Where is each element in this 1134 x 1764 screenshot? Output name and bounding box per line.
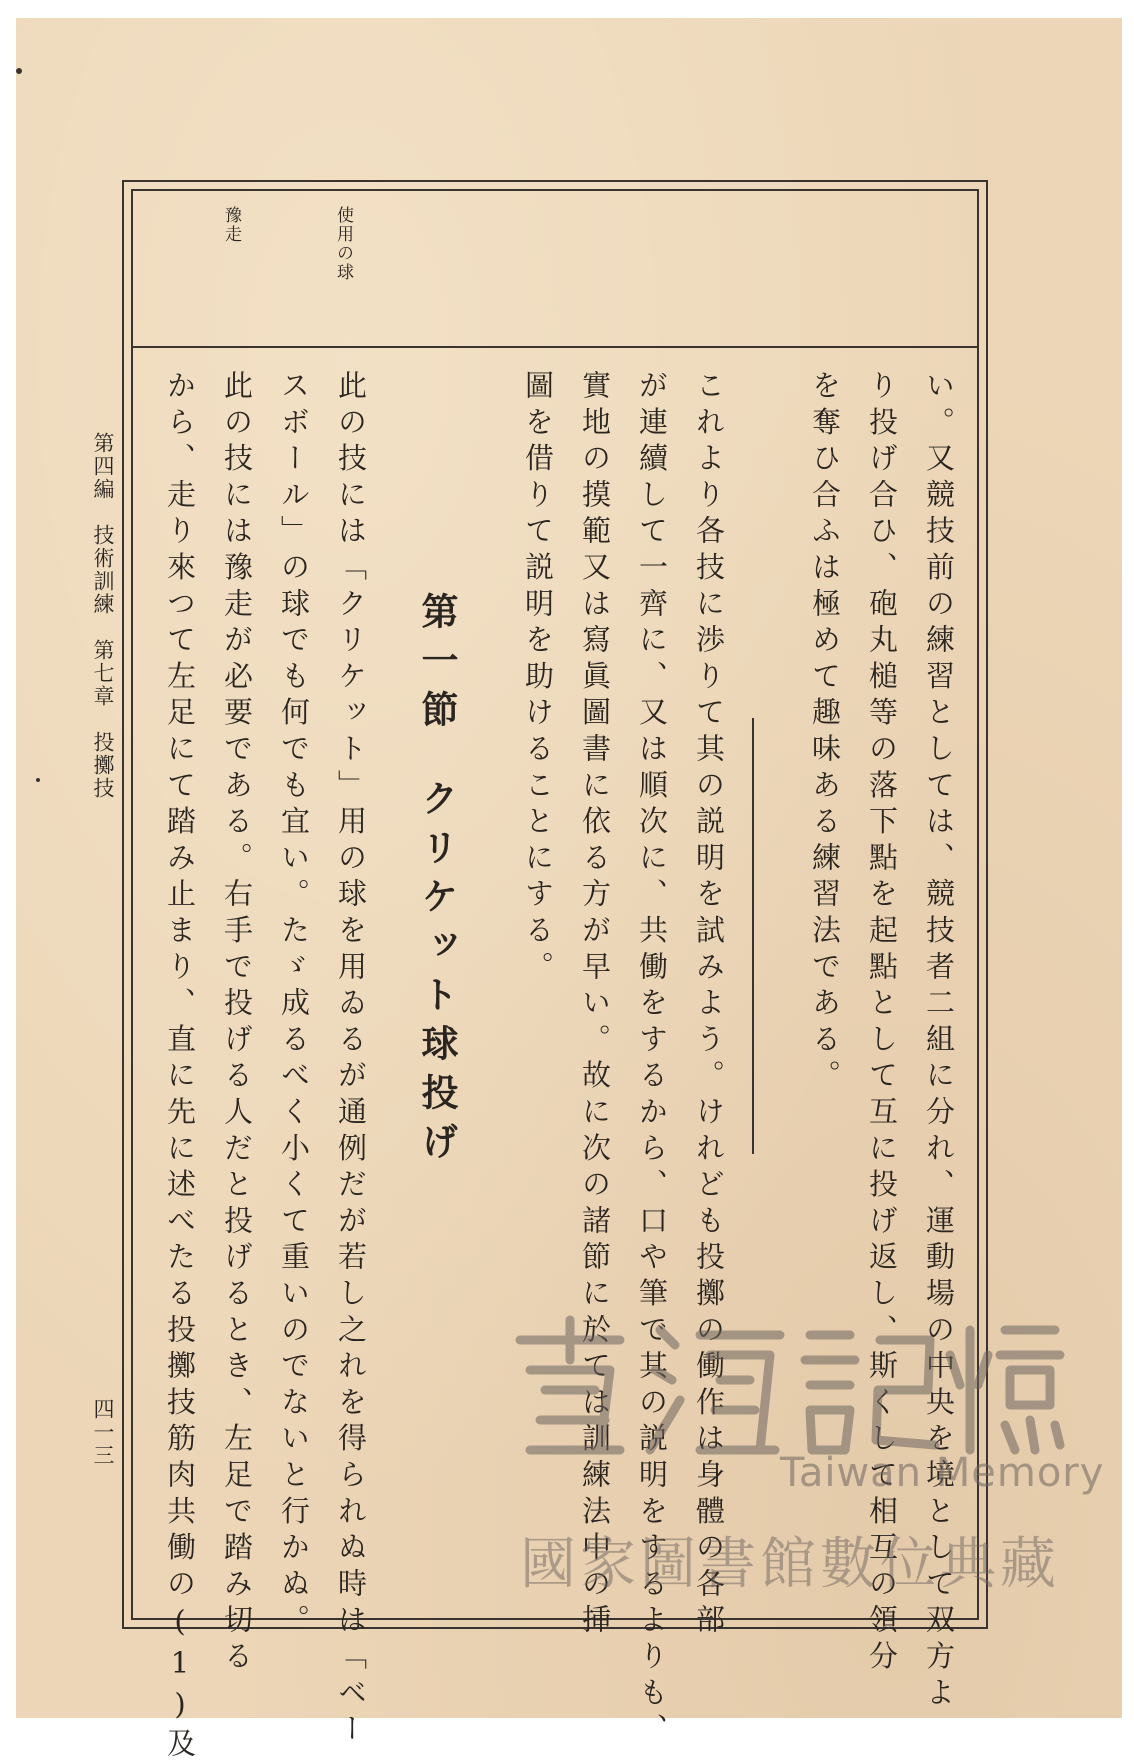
body-line: り投げ合ひ、砲丸槌等の落下點を起點として互に投げ返し、斯くして相互の領分	[865, 370, 899, 1677]
body-line: から、走り來つて左足にて踏み止まり、直に先に述べたる投擲技筋肉共働の(1)及	[163, 370, 197, 1764]
section-number: 第一節	[415, 592, 459, 739]
watermark-glyph	[650, 1330, 780, 1450]
paragraph-divider-line	[752, 718, 754, 1154]
margin-note-rule	[131, 346, 977, 348]
body-line: 圖を借りて説明を助けることにする。	[521, 370, 555, 988]
watermark-glyph	[805, 1335, 935, 1450]
watermark-glyph	[520, 1320, 620, 1450]
body-line: これより各技に渉りて其の説明を試みよう。けれども投擲の働作は身體の各部	[692, 370, 726, 1641]
body-line: が連續して一齊に、又は順次に、共働をするから、口や筆で其の説明をするよりも、	[635, 370, 669, 1750]
body-line: い。又競技前の練習としては、競技者二組に分れ、運動場の中央を境として双方よ	[922, 370, 956, 1714]
margin-note-runup: 豫走	[221, 206, 241, 244]
watermark-glyph	[950, 1330, 1060, 1450]
body-line: 此の技には「クリケット」用の球を用ゐるが通例だが若し之れを得られぬ時は「ベー	[334, 370, 368, 1750]
body-line: 實地の摸範又は寫眞圖書に依る方が早い。故に次の諸節に於ては訓練法中の挿	[578, 370, 612, 1641]
section-heading	[415, 592, 459, 1171]
watermark-logo	[500, 1310, 1070, 1460]
margin-note-ball: 使用の球	[333, 206, 353, 282]
page-number: 四一三	[91, 1398, 115, 1467]
body-line: 此の技には豫走が必要である。右手で投げる人だと投げるとき、左足で踏み切る	[220, 370, 254, 1677]
section-title: クリケット球投げ	[415, 779, 459, 1171]
watermark-chinese: 國家圖書館數位典藏	[520, 1532, 1060, 1597]
body-line: を奪ひ合ふは極めて趣味ある練習法である。	[808, 370, 842, 1096]
ink-speck	[16, 68, 22, 74]
ink-speck	[36, 778, 40, 782]
running-header: 第四編 技術訓練 第七章 投擲技	[91, 432, 115, 800]
body-line: スボール」の球でも何でも宜い。たゞ成るべく小くて重いのでないと行かぬ。	[277, 370, 311, 1641]
watermark-english: Taiwan Memory	[780, 1450, 1105, 1496]
